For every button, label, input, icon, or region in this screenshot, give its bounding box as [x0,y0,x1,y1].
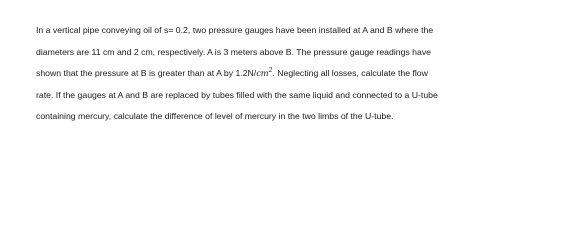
text-line-5: containing mercury, calculate the difference of level of mercury in the two limbs of the U-tube. [36,111,394,122]
text-line-3 [36,63,556,85]
text-line-3-tail: . Neglecting all losses, calculate the flow [272,68,428,79]
problem-text [36,20,556,128]
text-line-1: In a vertical pipe conveying oil of s= 0.2, two pressure gauges have been installed at A and B where the [36,25,434,35]
text-line-3-lead: shown that the pressure at B is greater than at A by 1.2N/ [36,68,257,79]
pressure-unit [256,68,272,78]
pressure-unit-exponent: 2 [268,67,273,75]
text-line-4: rate. If the gauges at A and B are replaced by tubes filled with the same liquid and connected to a U-tube [36,89,438,100]
text-line-2: diameters are 11 cm and 2 cm, respectively. A is 3 meters above B. The pressure gauge readings have [36,46,432,57]
pressure-unit-base: cm [256,68,269,79]
